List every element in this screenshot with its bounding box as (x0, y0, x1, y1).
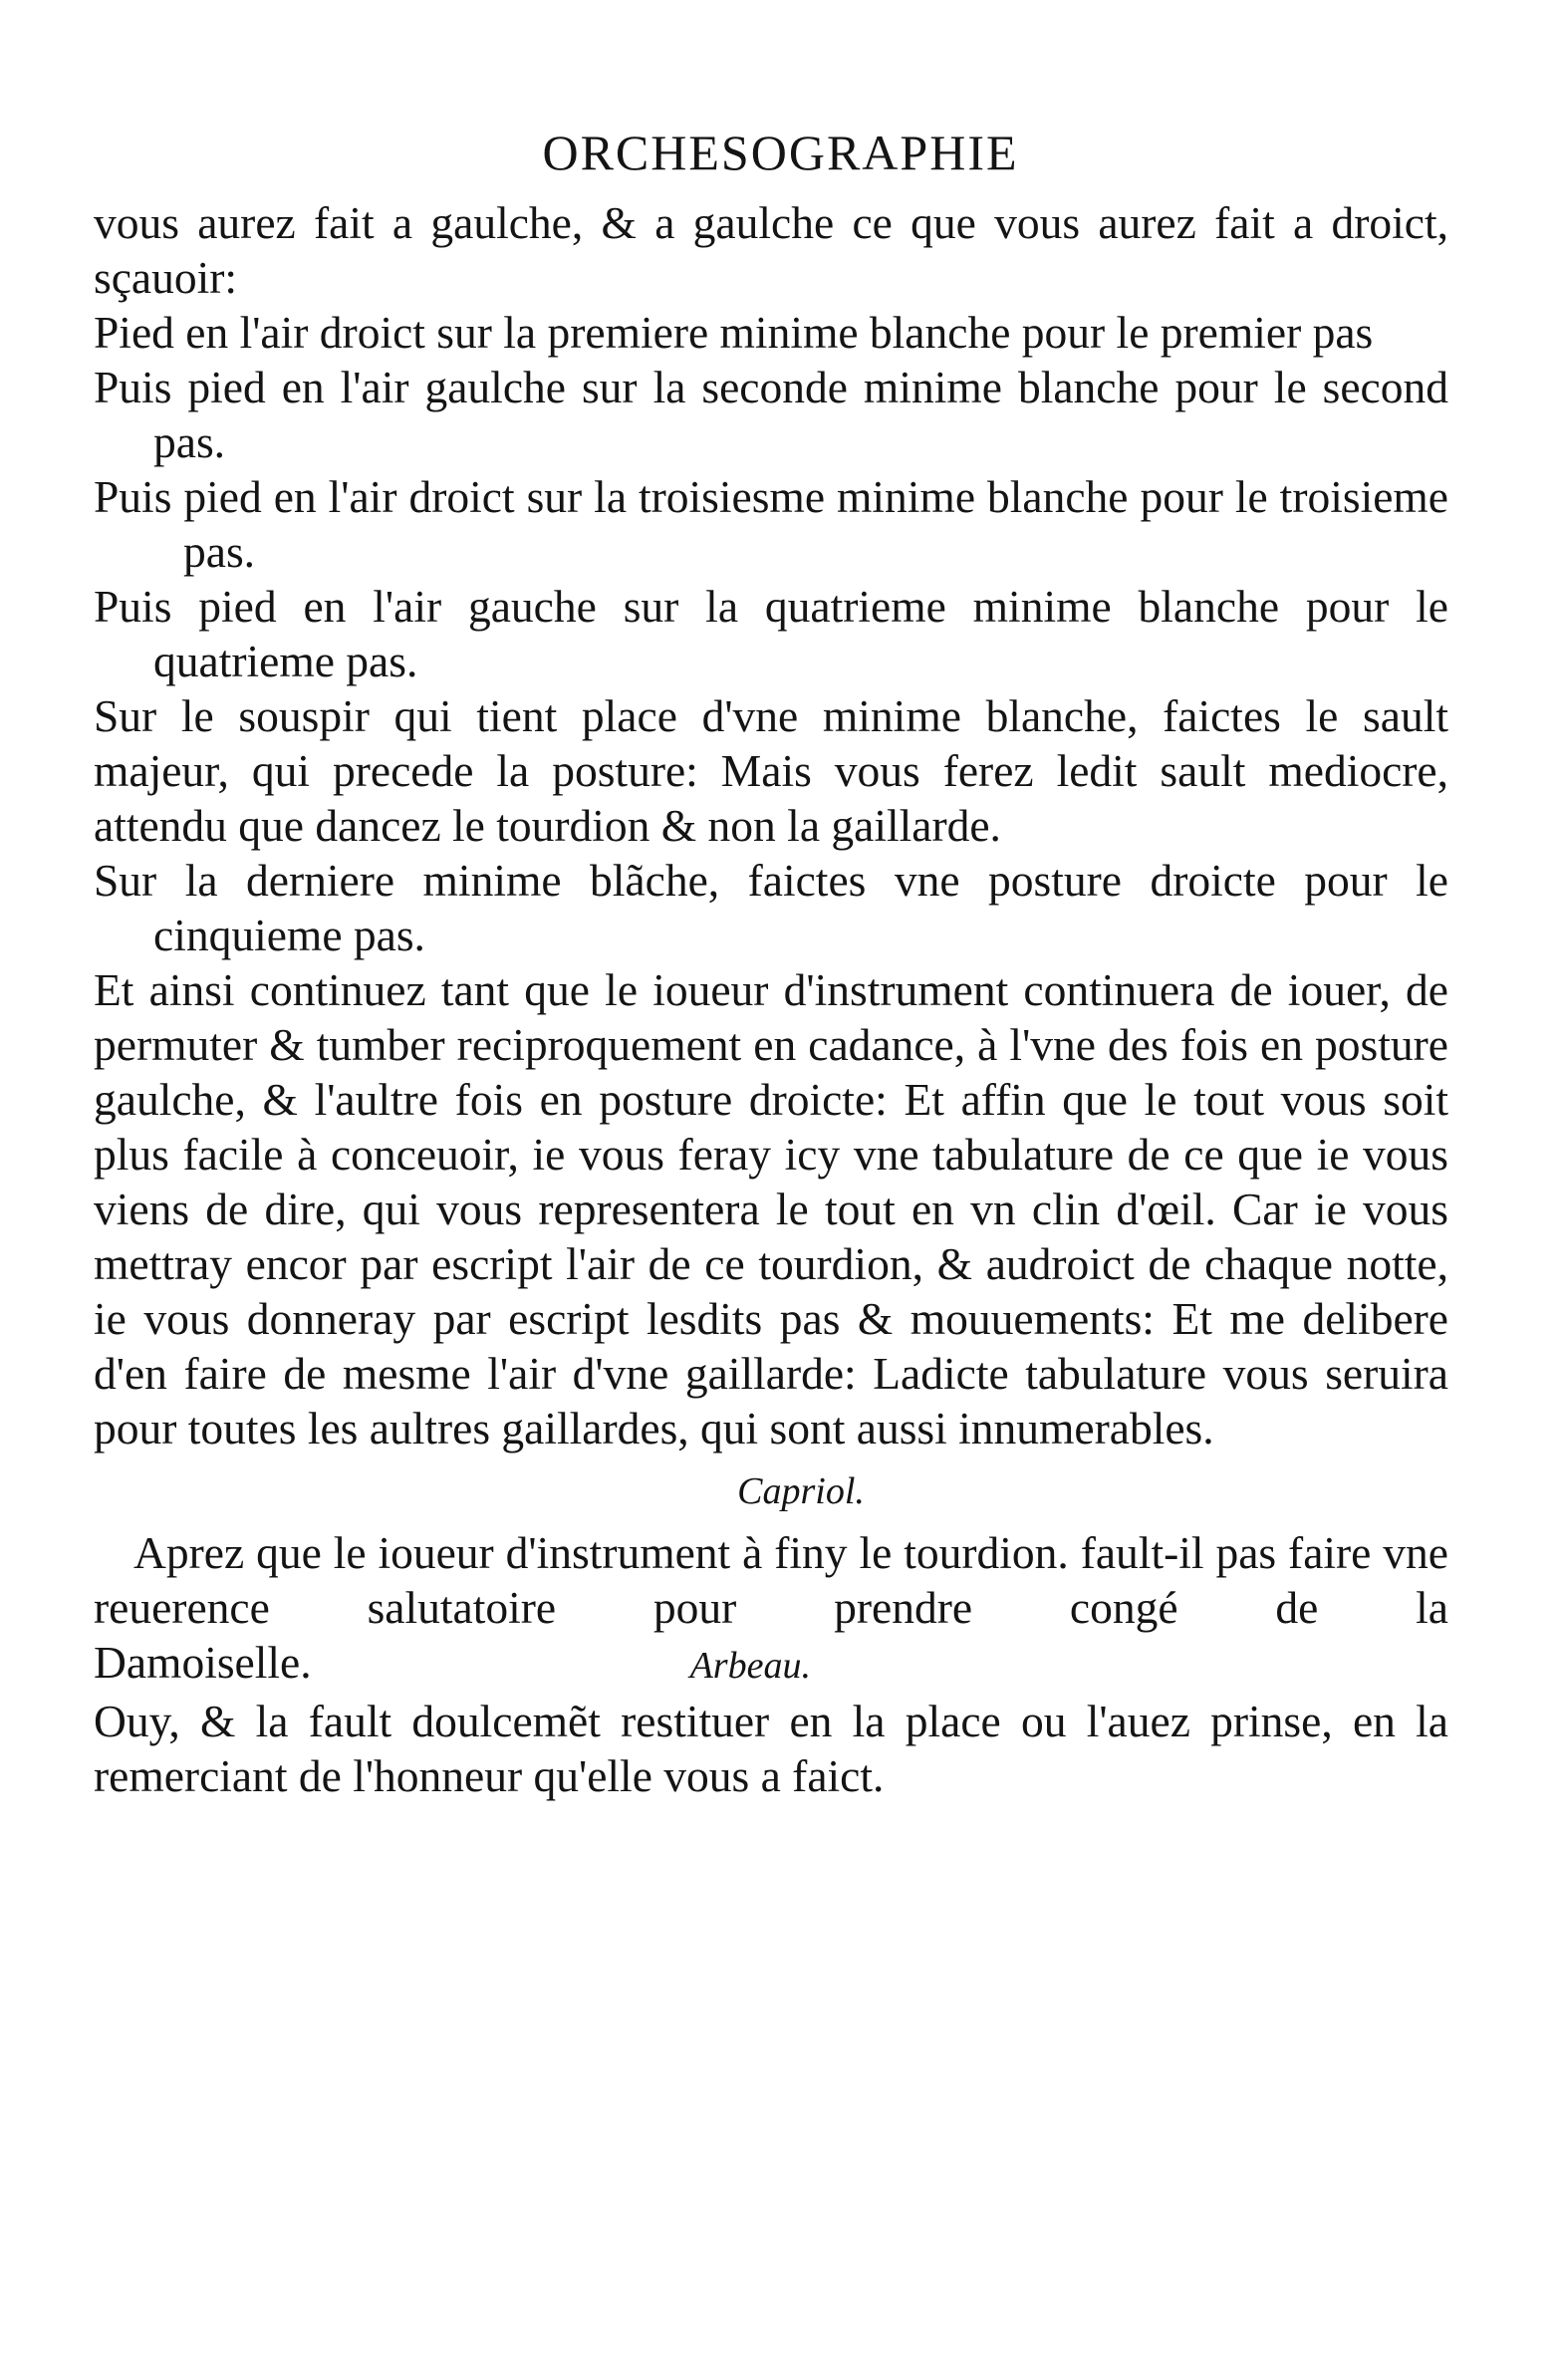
paragraph-step-1: Pied en l'air droict sur la premiere minime blanche pour le premier pas (94, 307, 1374, 358)
paragraph-posture: Sur la derniere minime blãche, faictes vne posture droicte pour le cinquieme pas. (94, 855, 1448, 960)
paragraph-sault: Sur le souspir qui tient place d'vne minime blanche, faictes le sault majeur, qui precede la posture: Mais vous ferez ledit sault mediocre, attendu que dancez le tourdion & non la gaillarde. (94, 690, 1448, 851)
paragraph-tabulature: Et ainsi continuez tant que le ioueur d'instrument continuera de iouer, de permuter & tumber reciproquement en cadance, à l'vne des fois en posture gaulche, & l'aultre fois en posture droicte: Et affin que le tout vous soit plus facile à conceuoir, ie vous feray icy vne tabulature de ce que ie vous viens de dire, qui vous representera le tout en vn clin d'œil. Car ie vous mettray encor par escript l'air de ce tourdion, & audroict de chaque notte, ie vous donneray par escript lesdits pas & mouuements: Et me delibere d'en faire de mesme l'air d'vne gaillarde: Ladicte tabulature vous seruira pour toutes les aultres gaillardes, qui sont aussi innumerables. (94, 964, 1448, 1454)
arbeau-answer: Ouy, & la fault doulcemẽt restituer en la place ou l'auez prinse, en la remerciant de l'honneur qu'elle vous a faict. (94, 1696, 1448, 1801)
paragraph-step-2: Puis pied en l'air gaulche sur la seconde minime blanche pour le second pas. (94, 362, 1448, 467)
paragraph-step-4: Puis pied en l'air gauche sur la quatrieme minime blanche pour le quatrieme pas. (94, 581, 1448, 686)
capriol-question (94, 1525, 1448, 1694)
paragraph-step-3: Puis pied en l'air droict sur la troisiesme minime blanche pour le troisieme pas. (94, 471, 1448, 577)
paragraph-continuation: vous aurez fait a gaulche, & a gaulche ce que vous aurez fait a droict, sçauoir: (94, 197, 1448, 303)
page-text (94, 195, 1448, 1803)
speaker-arbeau: Arbeau. (689, 1645, 811, 1687)
speaker-capriol: Capriol. (737, 1470, 865, 1512)
running-title: ORCHESOGRAPHIE (542, 125, 1019, 180)
capriol-text: Aprez que le ioueur d'instrument à finy le tourdion. fault-il pas faire vne reuerence salutatoire pour prendre congé de la Damoiselle. (94, 1527, 1448, 1688)
